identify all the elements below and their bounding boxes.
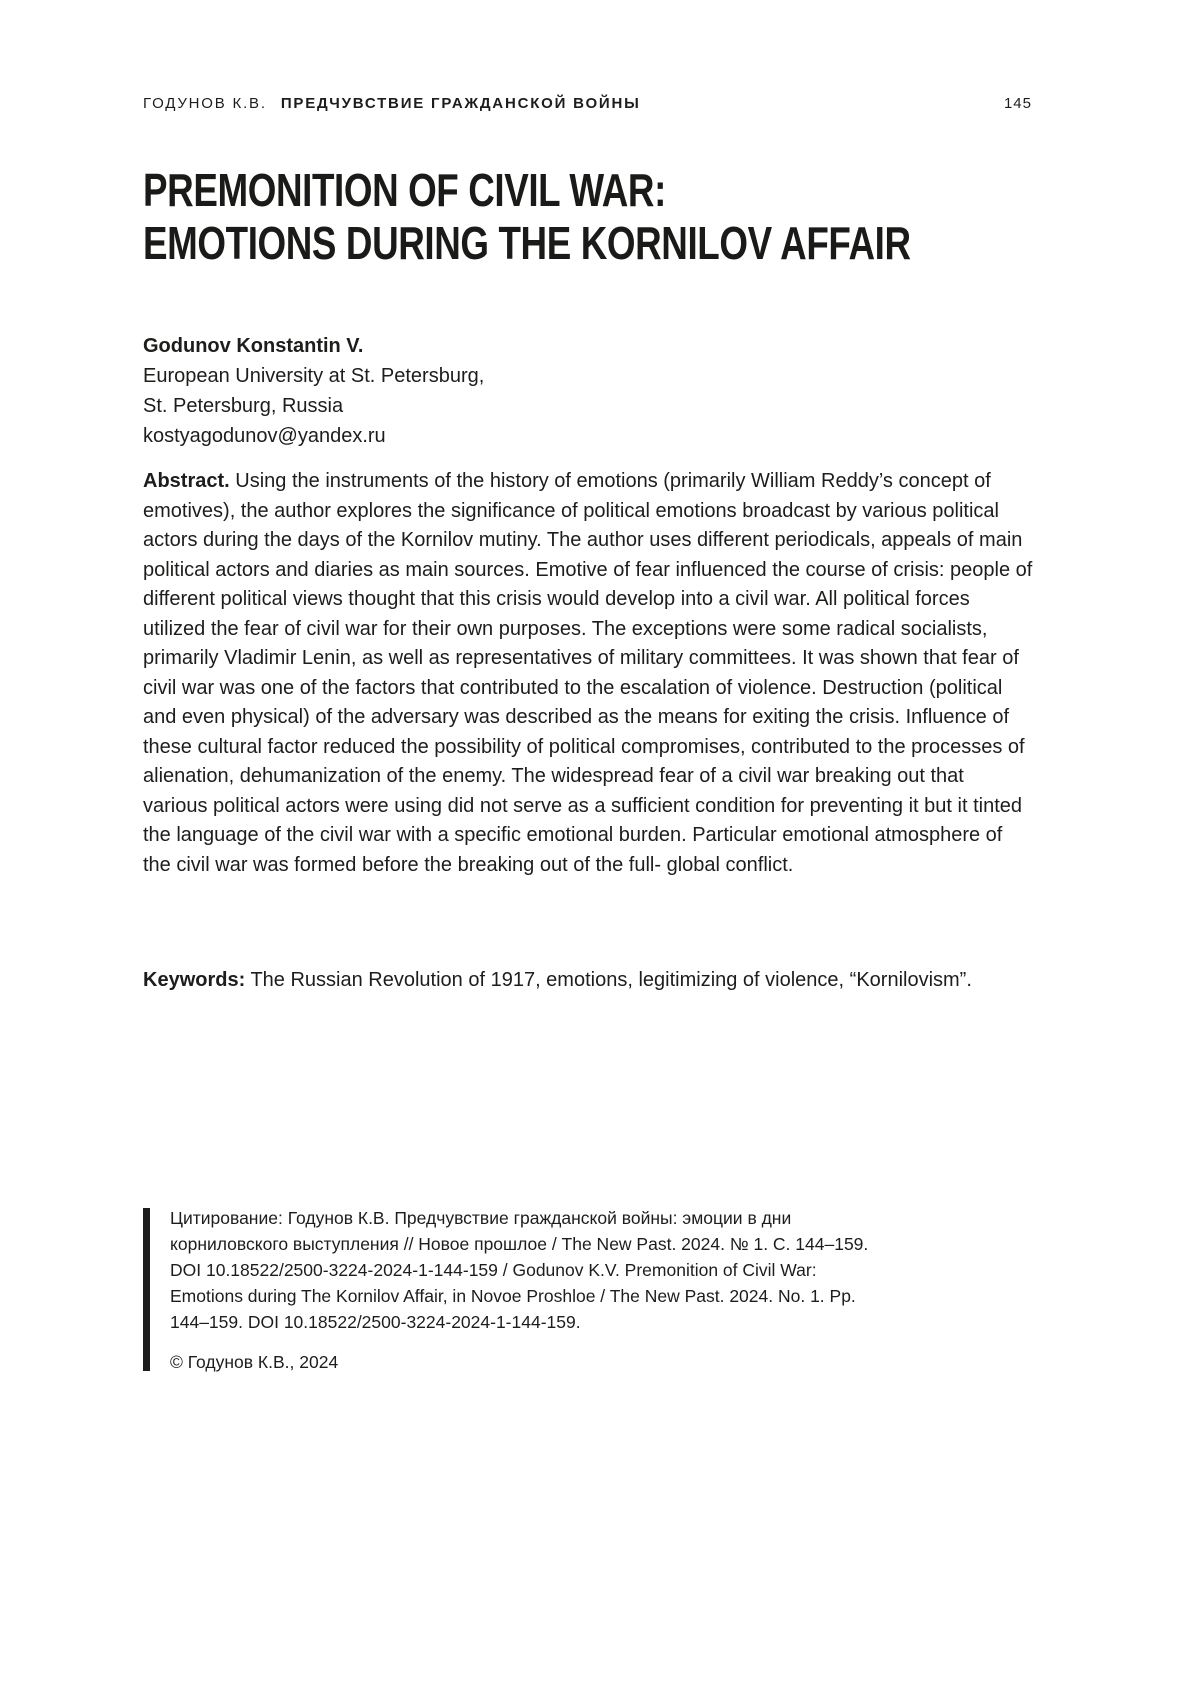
keywords-paragraph [143, 966, 1033, 996]
citation-block [143, 1205, 903, 1375]
abstract-text: Using the instruments of the history of emotions (primarily William Reddy’s concept of emotives), the author explores the significance of political emotions broadcast by various political actors during the days of the Kornilov mutiny. The author uses different periodicals, appeals of main political actors and diaries as main sources. Emotive of fear influenced the course of crisis: people of different political views thought that this crisis would develop into a civil war. All political forces utilized the fear of civil war for their own purposes. The exceptions were some radical socialists, primarily Vladimir Lenin, as well as representatives of military committees. It was shown that fear of civil war was one of the factors that contributed to the escalation of violence. Destruction (political and even physical) of the adversary was described as the means for exiting the crisis. Influence of these cultural factor reduced the possibility of political compromises, contributed to the processes of alienation, dehumanization of the enemy. The widespread fear of a civil war breaking out that various political actors were using did not serve as a sufficient condition for preventing it but it tinted the language of the civil war with a specific emotional burden. Particular emotional atmosphere of the civil war was formed before the breaking out of the full- global conflict. [143, 470, 1033, 876]
author-affiliation-line-2: St. Petersburg, Russia [143, 395, 344, 417]
article-title [143, 164, 911, 270]
page-number: 145 [1003, 95, 1032, 112]
article-title-line-1: PREMONITION OF CIVIL WAR: [143, 164, 666, 216]
author-affiliation-line-1: European University at St. Petersburg, [143, 365, 485, 387]
running-header-title: ПРЕДЧУВСТВИЕ ГРАЖДАНСКОЙ ВОЙНЫ [280, 95, 641, 112]
running-header [143, 95, 1032, 112]
citation-text: Цитирование: Годунов К.В. Предчувствие гражданской войны: эмоции в дни корниловского выступления // Новое прошлое / The New Past. 2024. № 1. С. 144–159. DOI 10.18522/2500-3224-2024-1-144-159 / Godunov K.V. Premonition of Civil War: Emotions during The Kornilov Affair, in Novoe Proshloe / The New Past. 2024. No. 1. Pp. 144–159. DOI 10.18522/2500-3224-2024-1-144-159. [170, 1208, 869, 1332]
citation-vertical-bar [143, 1208, 150, 1371]
abstract-label: Abstract. [143, 470, 230, 492]
running-header-author: ГОДУНОВ К.В. [143, 95, 267, 112]
author-name: Godunov Konstantin V. [143, 335, 364, 357]
keywords-text: The Russian Revolution of 1917, emotions, legitimizing of violence, “Kornilovism”. [250, 969, 972, 991]
author-email: kostyagodunov@yandex.ru [143, 425, 386, 447]
article-title-line-2: EMOTIONS DURING THE KORNILOV AFFAIR [143, 217, 911, 269]
abstract-paragraph [143, 467, 1033, 880]
author-block [143, 331, 484, 451]
copyright-line: © Годунов К.В., 2024 [170, 1352, 339, 1372]
keywords-label: Keywords: [143, 969, 246, 991]
running-header-text [143, 95, 641, 112]
